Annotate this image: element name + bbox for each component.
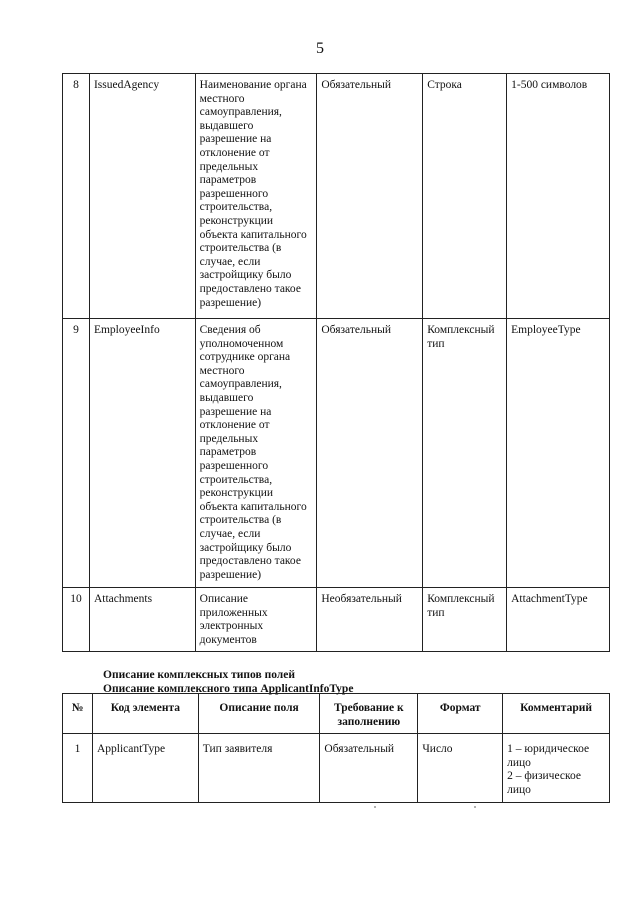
comment (503, 734, 610, 803)
requirement: Необязательный (317, 588, 423, 652)
section-title: Описание комплексных типов полей (103, 669, 295, 681)
field-description: Описание приложенных электронных документов (195, 588, 317, 652)
header-element-code: Код элемента (92, 694, 198, 734)
header-comment: Комментарий (503, 694, 610, 734)
row-number: 8 (63, 74, 90, 319)
row-number: 1 (63, 734, 93, 803)
header-requirement: Требование к заполнению (320, 694, 418, 734)
requirement: Обязательный (317, 319, 423, 588)
comment: AttachmentType (507, 588, 610, 652)
field-description: Наименование органа местного самоуправления, выдавшего разрешение на отклонение от предельных параметров разрешенного строительства, реконструкции объекта капитального строительства (в случае, если застройщику было предоставлено такое разрешение) (195, 74, 317, 319)
row-number: 9 (63, 319, 90, 588)
format: Комплексный тип (423, 319, 507, 588)
requirement: Обязательный (320, 734, 418, 803)
format: Комплексный тип (423, 588, 507, 652)
format: Число (418, 734, 503, 803)
comment: 1-500 символов (507, 74, 610, 319)
comment: EmployeeType (507, 319, 610, 588)
page-number: 5 (316, 40, 324, 57)
field-description: Сведения об уполномоченном сотруднике органа местного самоуправления, выдавшего разрешение на отклонение от предельных параметров разрешенного строительства, реконструкции объекта капитального строительства (в случае, если застройщику было предоставлено такое разрешение) (195, 319, 317, 588)
field-description: Тип заявителя (198, 734, 320, 803)
format: Строка (423, 74, 507, 319)
header-field-description: Описание поля (198, 694, 320, 734)
fields-table-continued (62, 73, 610, 652)
subsection-title: Описание комплексного типа ApplicantInfoType (103, 683, 354, 695)
element-code: IssuedAgency (89, 74, 195, 319)
section-titles (103, 668, 353, 696)
requirement: Обязательный (317, 74, 423, 319)
table-header-row (63, 694, 610, 734)
table-row (63, 734, 610, 803)
scan-speck (474, 806, 476, 808)
element-code: Attachments (89, 588, 195, 652)
applicant-info-type-table (62, 693, 610, 803)
element-code: ApplicantType (92, 734, 198, 803)
comment-line: 1 – юридическое лицо (507, 743, 590, 769)
scan-speck (374, 806, 376, 808)
header-number: № (63, 694, 93, 734)
table-row (63, 74, 610, 319)
element-code: EmployeeInfo (89, 319, 195, 588)
table-row (63, 319, 610, 588)
header-format: Формат (418, 694, 503, 734)
row-number: 10 (63, 588, 90, 652)
table-row (63, 588, 610, 652)
comment-line: 2 – физическое лицо (507, 770, 581, 796)
